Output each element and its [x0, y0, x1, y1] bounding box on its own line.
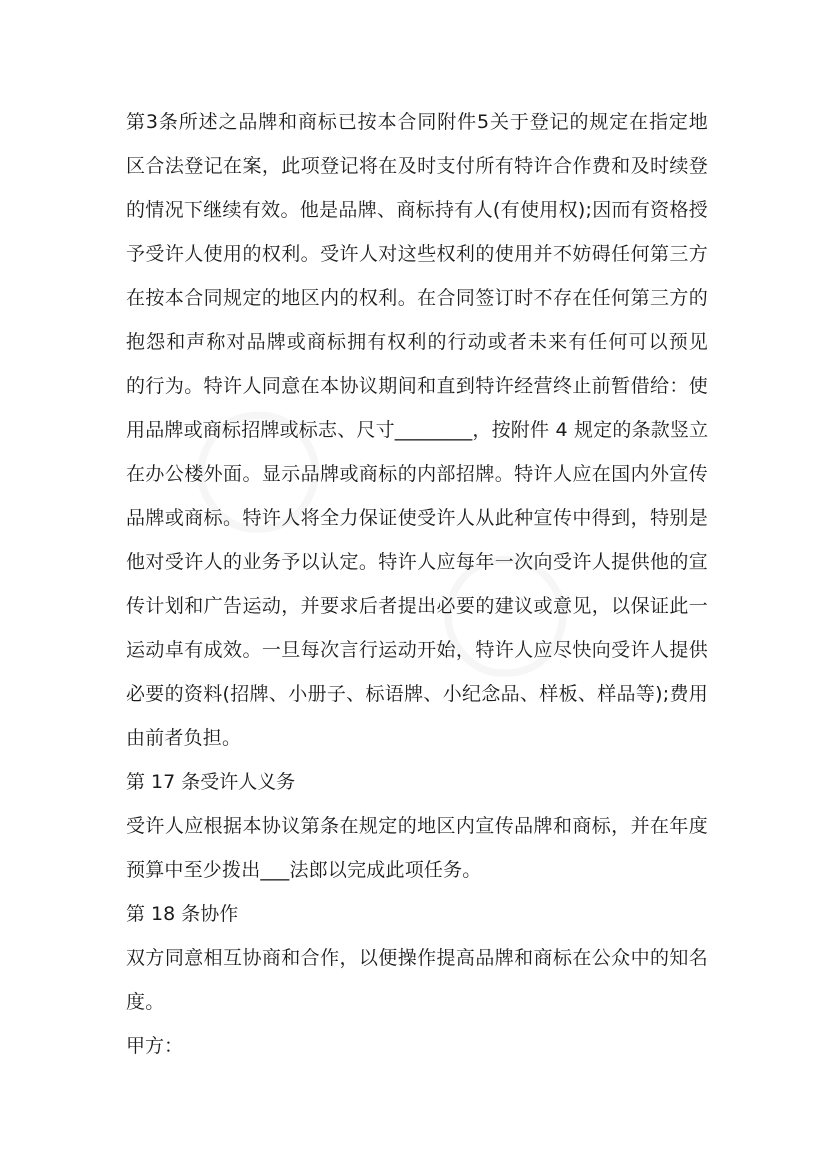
text-line: 在按本合同规定的地区内的权利。在合同签订时不存在任何第三方的 — [126, 287, 708, 309]
text-line: 由前者负担。 — [126, 727, 242, 749]
text-line: 在办公楼外面。显示品牌或商标的内部招牌。特许人应在国内外宣传 — [126, 463, 708, 485]
text-line: 的情况下继续有效。他是品牌、商标持有人(有使用权);因而有资格授 — [126, 199, 708, 221]
text-line: 品牌或商标。特许人将全力保证使受许人从此种宣传中得到，特别是 — [126, 507, 708, 529]
text-line: 第3条所述之品牌和商标已按本合同附件5关于登记的规定在指定地 — [126, 111, 708, 133]
party-a-label: 甲方： — [126, 1035, 184, 1057]
text-line: 受许人应根据本协议第条在规定的地区内宣传品牌和商标，并在年度 — [126, 815, 708, 837]
text-line: 予受许人使用的权利。受许人对这些权利的使用并不妨碍任何第三方 — [126, 243, 708, 265]
document-body — [126, 100, 708, 1068]
text-line: 运动卓有成效。一旦每次言行运动开始，特许人应尽快向受许人提供 — [126, 639, 708, 661]
text-line: 区合法登记在案，此项登记将在及时支付所有特许合作费和及时续登 — [126, 155, 708, 177]
text-line: 抱怨和声称对品牌或商标拥有权利的行动或者未来有任何可以预见 — [126, 331, 708, 353]
paragraph-trademark-registration — [126, 100, 708, 760]
section-heading-17: 第 17 条受许人义务 — [126, 771, 296, 793]
text-line: 必要的资料(招牌、小册子、标语牌、小纪念品、样板、样品等);费用 — [126, 683, 708, 705]
text-line: 传计划和广告运动，并要求后者提出必要的建议或意见，以保证此一 — [126, 595, 708, 617]
text-line: 度。 — [126, 991, 165, 1013]
text-line: 他对受许人的业务予以认定。特许人应每年一次向受许人提供他的宣 — [126, 551, 708, 573]
section-heading-18: 第 18 条协作 — [126, 903, 239, 925]
paragraph-licensee-obligations — [126, 804, 708, 892]
text-line: 双方同意相互协商和合作，以便操作提高品牌和商标在公众中的知名 — [126, 947, 708, 969]
paragraph-cooperation — [126, 936, 708, 1024]
text-line: 用品牌或商标招牌或标志、尺寸________，按附件 4 规定的条款竖立 — [126, 419, 709, 441]
text-line: 预算中至少拨出___法郎以完成此项任务。 — [126, 859, 482, 881]
text-line: 的行为。特许人同意在本协议期间和直到特许经营终止前暂借给：使 — [126, 375, 708, 397]
